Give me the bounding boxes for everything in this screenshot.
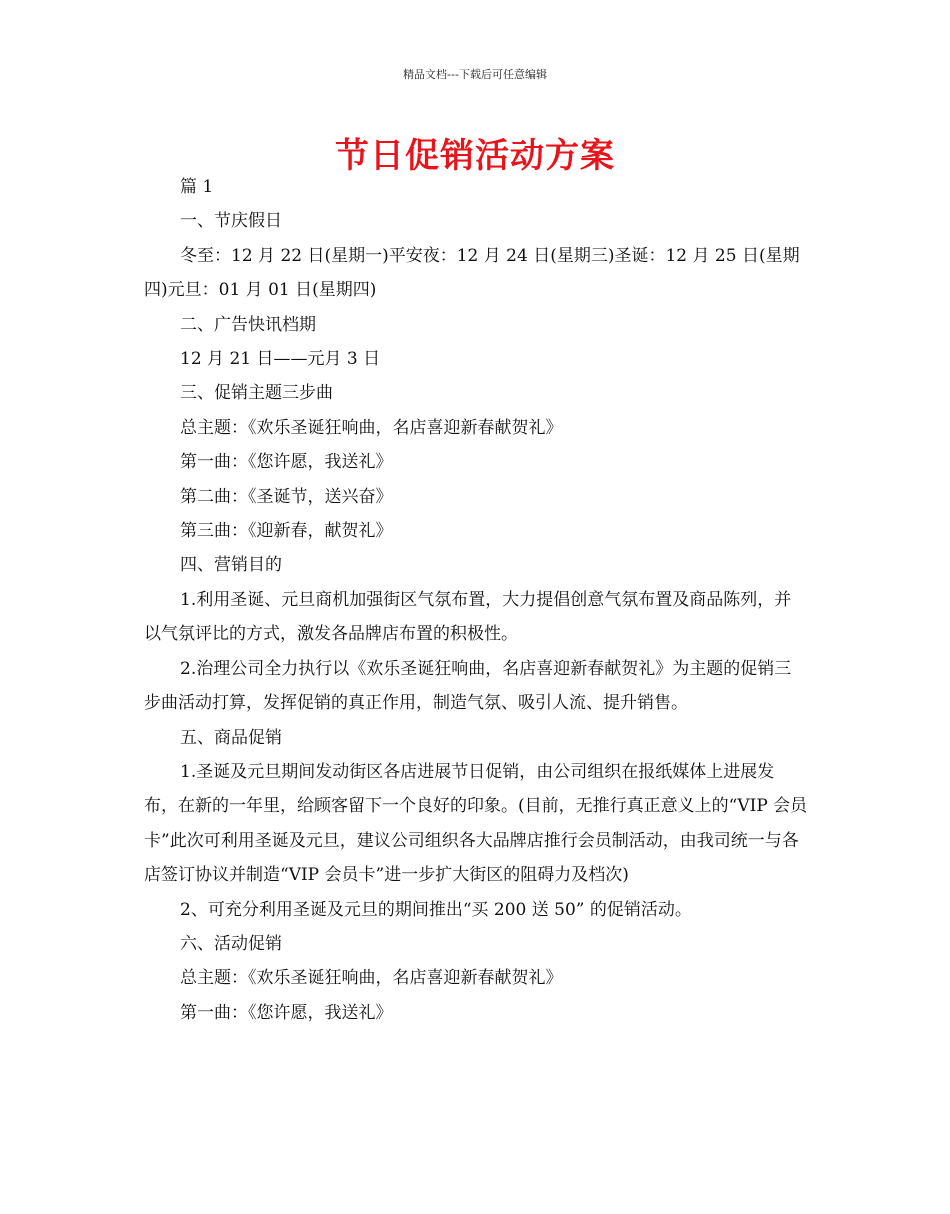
theme-part-three: 第三曲：《迎新春，献贺礼》 bbox=[180, 521, 393, 542]
goal-item-two: 2.治理公司全力执行以《欢乐圣诞狂响曲，名店喜迎新春献贺礼》为主题的促销三步曲活动打算，发挥促销的真正作用，制造气氛、吸引人流、提升销售。 bbox=[144, 658, 792, 714]
heading-product-promo: 五、商品促销 bbox=[180, 727, 282, 748]
ad-schedule-dates: 12 月 21 日——元月 3 日 bbox=[180, 349, 381, 370]
heading-event-promo: 六、活动促销 bbox=[180, 933, 282, 954]
main-theme: 总主题：《欢乐圣诞狂响曲，名店喜迎新春献贺礼》 bbox=[180, 417, 563, 438]
holiday-dates: 冬至：12 月 22 日(星期一)平安夜：12 月 24 日(星期三)圣诞：12 月 25 日(星期四)元旦：01 月 01 日(星期四) bbox=[144, 245, 800, 301]
heading-ad-schedule: 二、广告快讯档期 bbox=[180, 314, 316, 335]
document-title: 节日促销活动方案 bbox=[335, 136, 615, 176]
theme-part-one: 第一曲：《您许愿，我送礼》 bbox=[180, 452, 393, 473]
heading-promo-theme: 三、促销主题三步曲 bbox=[180, 383, 333, 404]
section-label: 篇 1 bbox=[180, 177, 214, 197]
product-promo-item-one: 1.圣诞及元旦期间发动街区各店进展节日促销，由公司组织在报纸媒体上进展发布，在新的一年里，给顾客留下一个良好的印象。(目前，无推行真正意义上的“VIP 会员卡”此次可利用圣诞及元旦，建议公司组织各大品牌店推行会员制活动，由我司统一与各店签订协议并制造“VIP 会员卡”进一步扩大街区的阻碍力及档次) bbox=[144, 761, 808, 886]
heading-holidays: 一、节庆假日 bbox=[180, 211, 282, 232]
goal-item-one: 1.利用圣诞、元旦商机加强街区气氛布置，大力提倡创意气氛布置及商品陈列，并以气氛评比的方式，激发各品牌店布置的积极性。 bbox=[144, 589, 792, 645]
product-promo-item-two: 2、可充分利用圣诞及元旦的期间推出“买 200 送 50” 的促销活动。 bbox=[180, 899, 692, 920]
heading-marketing-goal: 四、营销目的 bbox=[180, 555, 282, 576]
theme-part-two: 第二曲：《圣诞节，送兴奋》 bbox=[180, 486, 393, 507]
header-note: 精品文档---下载后可任意编辑 bbox=[403, 68, 547, 81]
event-main-theme: 总主题：《欢乐圣诞狂响曲，名店喜迎新春献贺礼》 bbox=[180, 968, 563, 989]
document-body bbox=[144, 170, 808, 1030]
event-part-one: 第一曲：《您许愿，我送礼》 bbox=[180, 1002, 393, 1023]
